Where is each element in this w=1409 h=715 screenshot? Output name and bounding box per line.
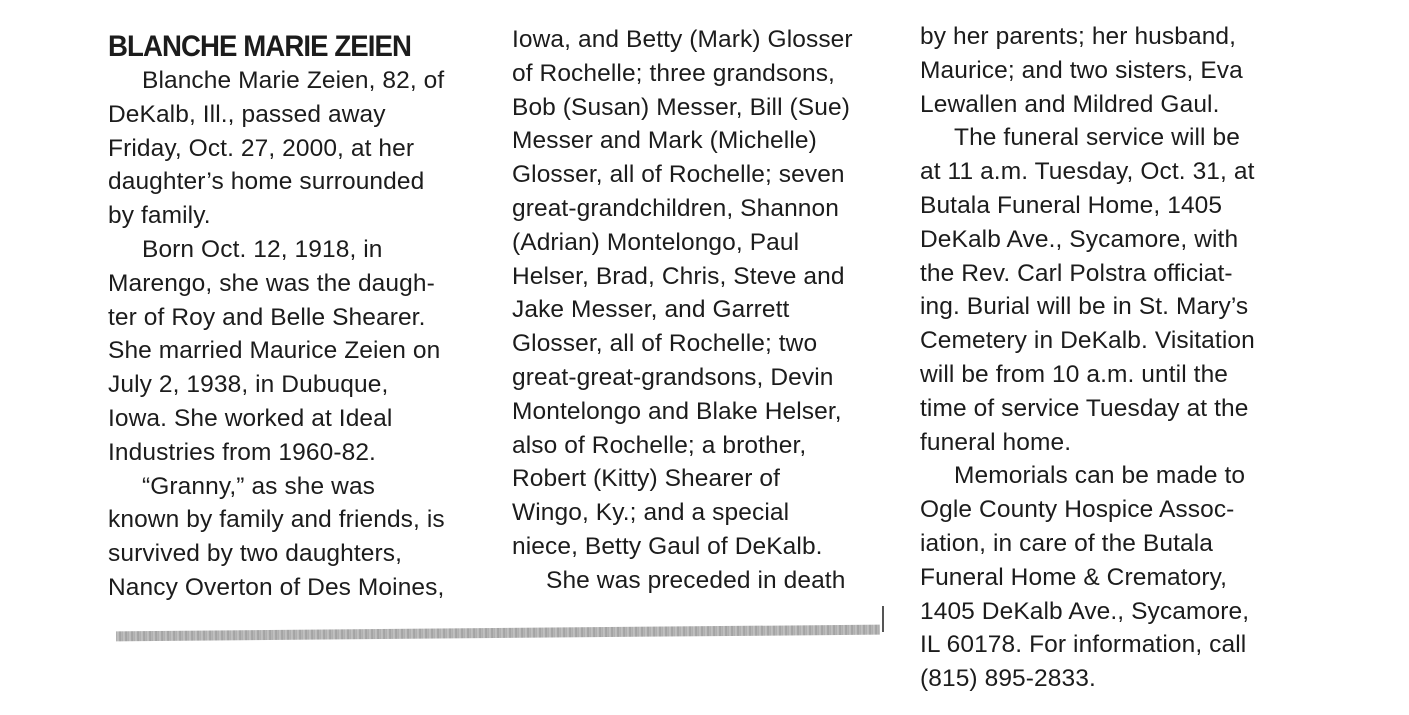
text-line: Bob (Susan) Messer, Bill (Sue): [512, 93, 850, 121]
text-line: the Rev. Carl Polstra officiat-: [920, 259, 1233, 287]
text-line: Funeral Home & Crematory,: [920, 563, 1228, 591]
text-line: by her parents; her husband,: [920, 23, 1237, 50]
text-line: Jake Messer, and Garrett: [512, 296, 790, 324]
text-line: Marengo, she was the daugh-: [108, 269, 435, 297]
text-line: great-great-grandsons, Devin: [512, 363, 834, 391]
text-line: Industries from 1960-82.: [108, 438, 376, 466]
text-line: survived by two daughters,: [108, 540, 403, 568]
text-line: at 11 a.m. Tuesday, Oct. 31, at: [920, 158, 1255, 186]
text-line: daughter’s home surrounded: [108, 168, 425, 196]
text-line: Lewallen and Mildred Gaul.: [920, 90, 1220, 118]
text-line: “Granny,” as she was: [142, 472, 376, 500]
text-line: time of service Tuesday at the: [920, 394, 1249, 422]
text-line: of Rochelle; three grandsons,: [512, 59, 835, 87]
column-1-text: [108, 64, 488, 605]
text-line: IL 60178. For information, call: [920, 631, 1247, 659]
text-line: (815) 895-2833.: [920, 665, 1096, 693]
text-line: Wingo, Ky.; and a special: [512, 499, 790, 527]
text-line: Blanche Marie Zeien, 82, of: [142, 67, 445, 94]
text-line: Iowa, and Betty (Mark) Glosser: [512, 26, 853, 53]
text-line: DeKalb Ave., Sycamore, with: [920, 225, 1239, 253]
text-line: Messer and Mark (Michelle): [512, 127, 817, 155]
text-line: funeral home.: [920, 428, 1072, 456]
text-line: Friday, Oct. 27, 2000, at her: [108, 134, 415, 162]
text-line: ter of Roy and Belle Shearer.: [108, 303, 426, 331]
column-3: [920, 20, 1300, 696]
text-line: Nancy Overton of Des Moines,: [108, 573, 445, 601]
text-line: Glosser, all of Rochelle; two: [512, 330, 818, 358]
text-line: ing. Burial will be in St. Mary’s: [920, 293, 1249, 321]
text-line: Ogle County Hospice Assoc-: [920, 496, 1235, 524]
column-2: [512, 23, 892, 598]
column-rule-tick: [882, 606, 884, 632]
text-line: Robert (Kitty) Shearer of: [512, 465, 781, 493]
text-line: Memorials can be made to: [954, 462, 1246, 490]
text-line: niece, Betty Gaul of DeKalb.: [512, 532, 823, 560]
text-line: DeKalb, Ill., passed away: [108, 100, 386, 128]
text-line: Butala Funeral Home, 1405: [920, 191, 1223, 219]
text-line: She married Maurice Zeien on: [108, 337, 441, 365]
text-line: Montelongo and Blake Helser,: [512, 397, 842, 425]
text-line: Helser, Brad, Chris, Steve and: [512, 262, 845, 290]
column-3-text: [920, 20, 1300, 696]
text-line: Glosser, all of Rochelle; seven: [512, 161, 845, 189]
text-line: known by family and friends, is: [108, 506, 445, 534]
halftone-rule: [116, 625, 880, 642]
text-line: She was preceded in death: [546, 566, 846, 594]
text-line: by family.: [108, 202, 211, 230]
text-line: Born Oct. 12, 1918, in: [142, 235, 383, 263]
text-line: great-grandchildren, Shannon: [512, 194, 839, 222]
text-line: The funeral service will be: [954, 124, 1240, 152]
text-line: July 2, 1938, in Dubuque,: [108, 371, 389, 399]
obituary-headline: BLANCHE MARIE ZEIEN: [108, 30, 411, 63]
text-line: (Adrian) Montelongo, Paul: [512, 228, 800, 256]
text-line: will be from 10 a.m. until the: [920, 360, 1229, 388]
text-line: iation, in care of the Butala: [920, 529, 1213, 557]
text-line: also of Rochelle; a brother,: [512, 431, 807, 459]
column-1: [108, 22, 488, 605]
text-line: Cemetery in DeKalb. Visitation: [920, 327, 1255, 355]
text-line: Maurice; and two sisters, Eva: [920, 56, 1243, 84]
text-line: Iowa. She worked at Ideal: [108, 404, 393, 432]
text-line: 1405 DeKalb Ave., Sycamore,: [920, 597, 1250, 625]
column-2-text: [512, 23, 892, 598]
